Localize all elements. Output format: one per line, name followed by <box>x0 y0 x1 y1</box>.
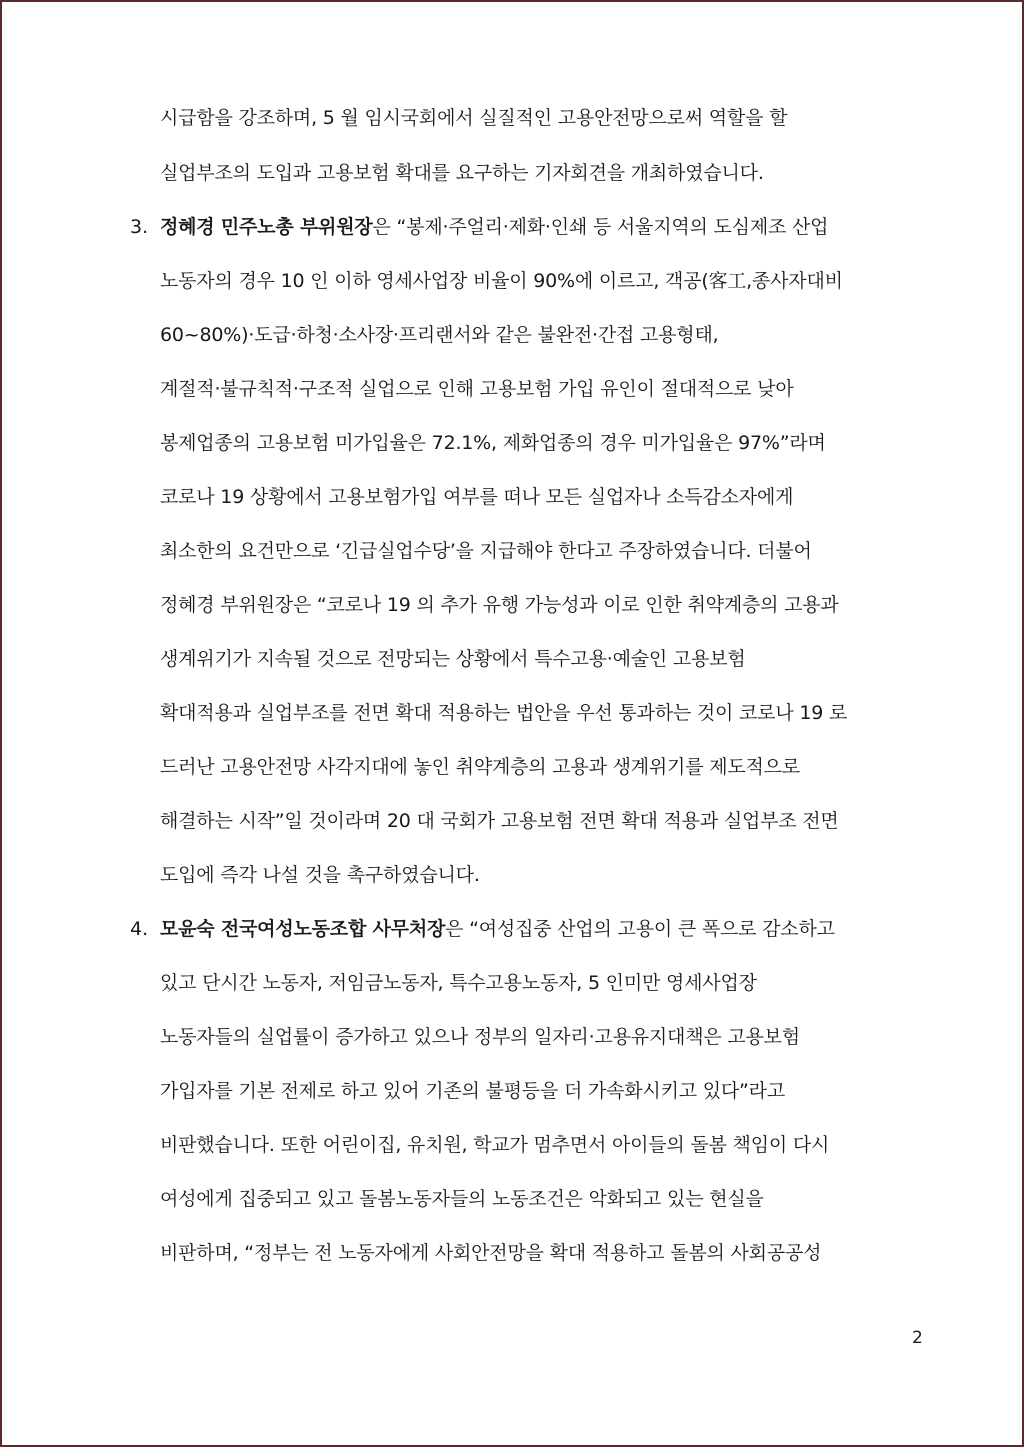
list-number: 3. <box>130 216 149 238</box>
text-line: 드러난 고용안전망 사각지대에 놓인 취약계층의 고용과 생계위기를 제도적으로 <box>160 756 800 778</box>
text-line: 가입자를 기본 전제로 하고 있어 기존의 불평등을 더 가속화시키고 있다”라고 <box>160 1080 785 1102</box>
text-line: 봉제업종의 고용보험 미가입율은 72.1%, 제화업종의 경우 미가입율은 97%”라며 <box>160 432 826 454</box>
text-line: 최소한의 요건만으로 ‘긴급실업수당’을 지급해야 한다고 주장하였습니다. 더불어 <box>160 540 812 562</box>
text-line: 도입에 즉각 나설 것을 촉구하였습니다. <box>160 864 480 886</box>
list-item-first-line <box>160 917 835 941</box>
text-line: 정혜경 부위원장은 “코로나 19 의 추가 유행 가능성과 이로 인한 취약계층의 고용과 <box>160 594 839 616</box>
text-line: 60~80%)·도급·하청·소사장·프리랜서와 같은 불완전·간접 고용형태, <box>160 324 719 346</box>
text-line: 여성에게 집중되고 있고 돌봄노동자들의 노동조건은 악화되고 있는 현실을 <box>160 1188 764 1210</box>
text-line: 노동자의 경우 10 인 이하 영세사업장 비율이 90%에 이르고, 객공(客工,종사자대비 <box>160 270 843 292</box>
list-number: 4. <box>130 918 149 940</box>
text-line: 비판하며, “정부는 전 노동자에게 사회안전망을 확대 적용하고 돌봄의 사회공공성 <box>160 1242 822 1264</box>
text-line: 생계위기가 지속될 것으로 전망되는 상황에서 특수고용·예술인 고용보험 <box>160 648 746 670</box>
speaker-name: 정혜경 민주노총 부위원장 <box>160 216 373 238</box>
text-line: 시급함을 강조하며, 5 월 임시국회에서 실질적인 고용안전망으로써 역할을 할 <box>160 107 788 129</box>
speaker-name: 모윤숙 전국여성노동조합 사무처장 <box>160 918 446 940</box>
text-line: 해결하는 시작”일 것이라며 20 대 국회가 고용보험 전면 확대 적용과 실업부조 전면 <box>160 810 839 832</box>
page-number: 2 <box>912 1328 923 1348</box>
list-item-first-line <box>160 215 828 239</box>
text-line: 노동자들의 실업률이 증가하고 있으나 정부의 일자리·고용유지대책은 고용보험 <box>160 1026 800 1048</box>
text-line: 비판했습니다. 또한 어린이집, 유치원, 학교가 멈추면서 아이들의 돌봄 책임이 다시 <box>160 1134 830 1156</box>
text-span: 은 “여성집중 산업의 고용이 큰 폭으로 감소하고 <box>445 918 835 940</box>
text-line: 확대적용과 실업부조를 전면 확대 적용하는 법안을 우선 통과하는 것이 코로나 19 로 <box>160 702 848 724</box>
text-line: 실업부조의 도입과 고용보험 확대를 요구하는 기자회견을 개최하였습니다. <box>160 162 764 184</box>
text-line: 계절적·불규칙적·구조적 실업으로 인해 고용보험 가입 유인이 절대적으로 낮아 <box>160 378 794 400</box>
text-line: 있고 단시간 노동자, 저임금노동자, 특수고용노동자, 5 인미만 영세사업장 <box>160 972 757 994</box>
text-line: 코로나 19 상황에서 고용보험가입 여부를 떠나 모든 실업자나 소득감소자에게 <box>160 486 794 508</box>
text-span: 은 “봉제·주얼리·제화·인쇄 등 서울지역의 도심제조 산업 <box>372 216 829 238</box>
